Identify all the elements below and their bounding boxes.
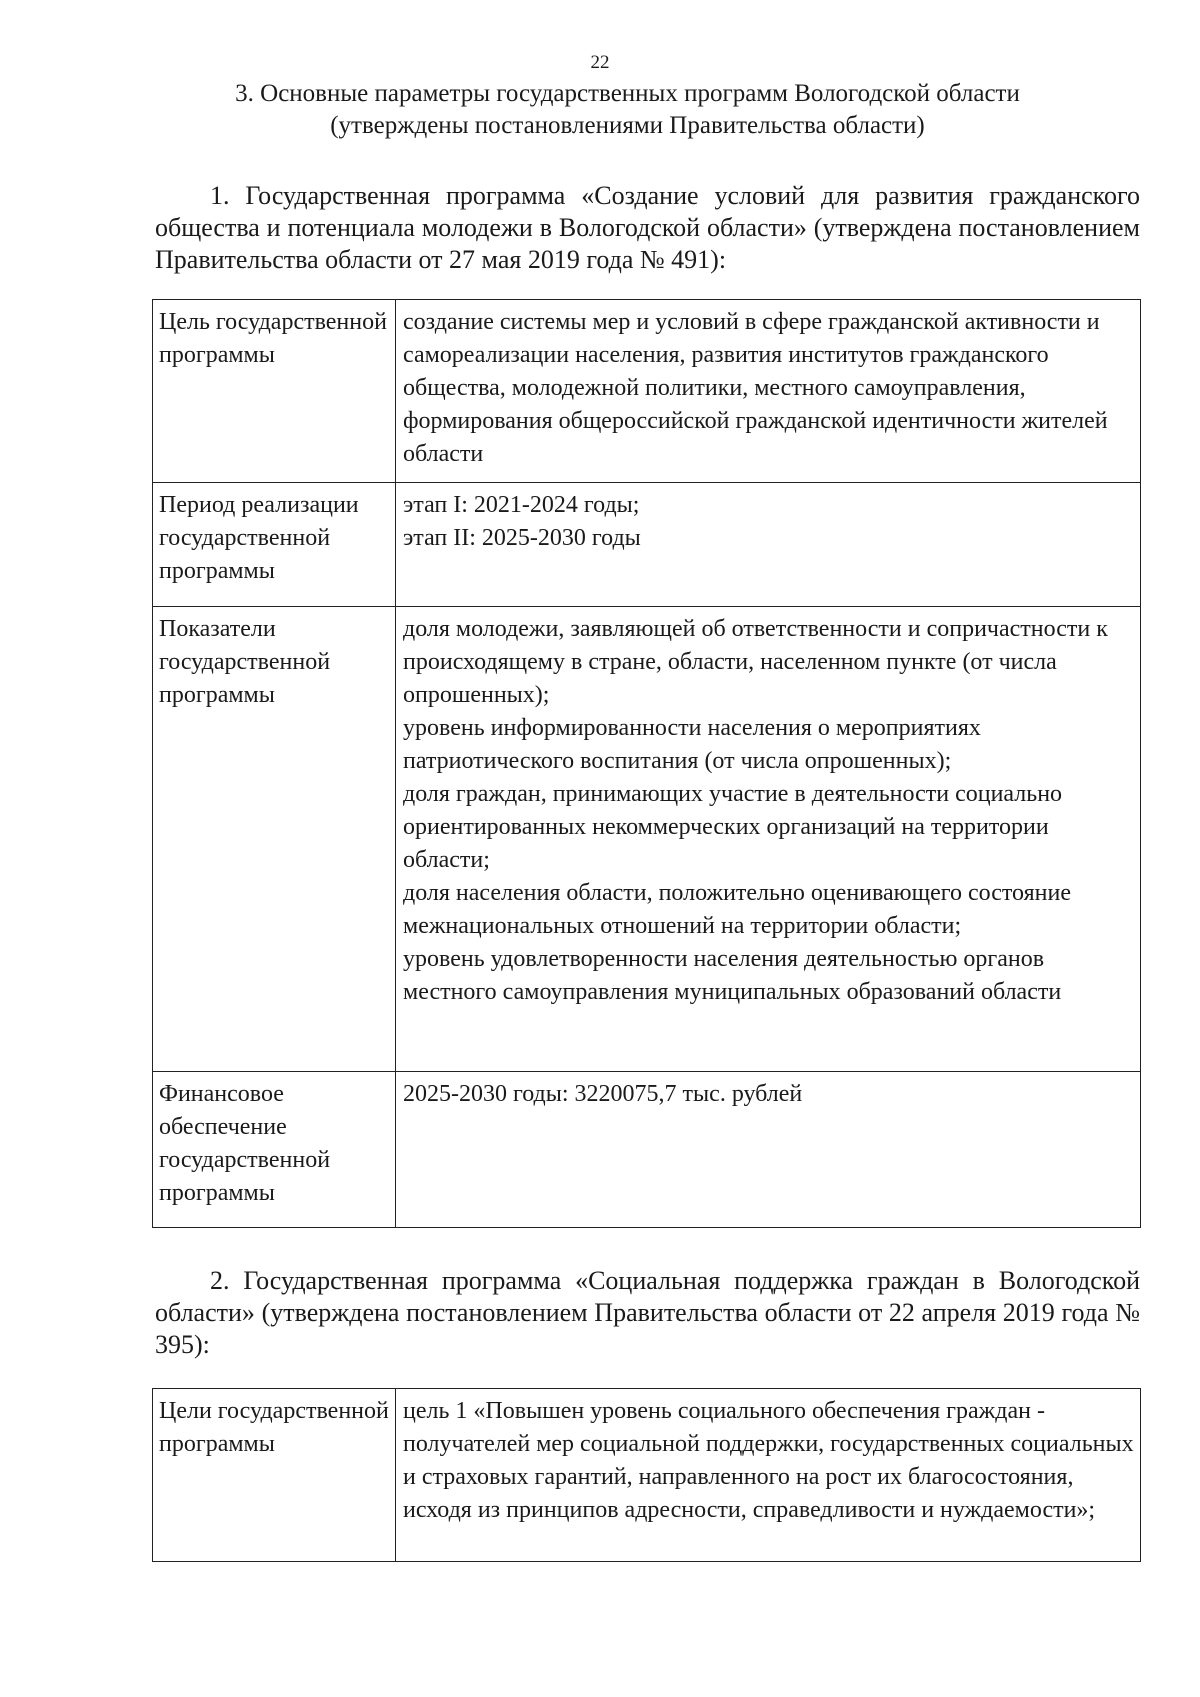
row-label-indicators: Показатели государственной программы <box>153 607 396 1072</box>
row-value-indicators <box>396 607 1141 1072</box>
table-row-period <box>153 483 1141 607</box>
row-value-goals <box>396 1389 1141 1562</box>
row-value-goal <box>396 300 1141 483</box>
period-stage-1: этап I: 2021-2024 годы; <box>403 492 640 518</box>
table-row-finance <box>153 1072 1141 1228</box>
program-1-heading: 1. Государственная программа «Создание условий для развития гражданского общества и потенциала молодежи в Вологодской области» (утверждена постановлением Правительства области от 27 мая 2019 года № 491): <box>155 181 1140 274</box>
goal-text: создание системы мер и условий в сфере гражданской активности и самореализации населения, развития институтов гражданского общества, молодежной политики, местного самоуправления, формирования общероссийской гражданской идентичности жителей области <box>403 309 1108 467</box>
indicator-item: доля граждан, принимающих участие в деятельности социально ориентированных некоммерческих организаций на территории области; <box>403 781 1063 873</box>
indicator-item: уровень информированности населения о мероприятиях патриотического воспитания (от числа опрошенных); <box>403 715 981 774</box>
row-label-goal: Цель государственной программы <box>153 300 396 483</box>
period-stage-2: этап II: 2025-2030 годы <box>403 525 641 551</box>
page-number: 22 <box>590 52 610 73</box>
indicator-item: уровень удовлетворенности населения деятельностью органов местного самоуправления муниципальных образований области <box>403 946 1062 1005</box>
program-2-heading: 2. Государственная программа «Социальная поддержка граждан в Вологодской области» (утверждена постановлением Правительства области от 22 апреля 2019 года № 395): <box>155 1266 1140 1359</box>
row-label-goals: Цели государственной программы <box>153 1389 396 1562</box>
section-title-line-2: (утверждены постановлениями Правительства области) <box>330 112 925 139</box>
indicator-item: доля молодежи, заявляющей об ответственности и сопричастности к происходящему в стране, области, населенном пункте (от числа опрошенных); <box>403 616 1108 708</box>
section-title-line-1: 3. Основные параметры государственных программ Вологодской области <box>235 80 1020 107</box>
program-1-table <box>152 299 1141 1228</box>
row-label-period: Период реализации государственной программы <box>153 483 396 607</box>
table-row-indicators <box>153 607 1141 1072</box>
table-row-goal <box>153 300 1141 483</box>
section-title <box>150 78 1105 142</box>
row-value-period <box>396 483 1141 607</box>
indicator-item: доля населения области, положительно оценивающего состояние межнациональных отношений на территории области; <box>403 880 1071 939</box>
table-row-goals <box>153 1389 1141 1562</box>
program-2-table <box>152 1388 1141 1562</box>
row-label-finance: Финансовое обеспечение государственной программы <box>153 1072 396 1228</box>
goal-1-text: цель 1 «Повышен уровень социального обеспечения граждан - получателей мер социальной поддержки, государственных социальных и страховых гарантий, направленного на рост их благосостояния, исходя из принципов адресности, справедливости и нуждаемости»; <box>403 1398 1134 1523</box>
row-value-finance <box>396 1072 1141 1228</box>
finance-amount: 2025-2030 годы: 3220075,7 тыс. рублей <box>403 1081 803 1107</box>
